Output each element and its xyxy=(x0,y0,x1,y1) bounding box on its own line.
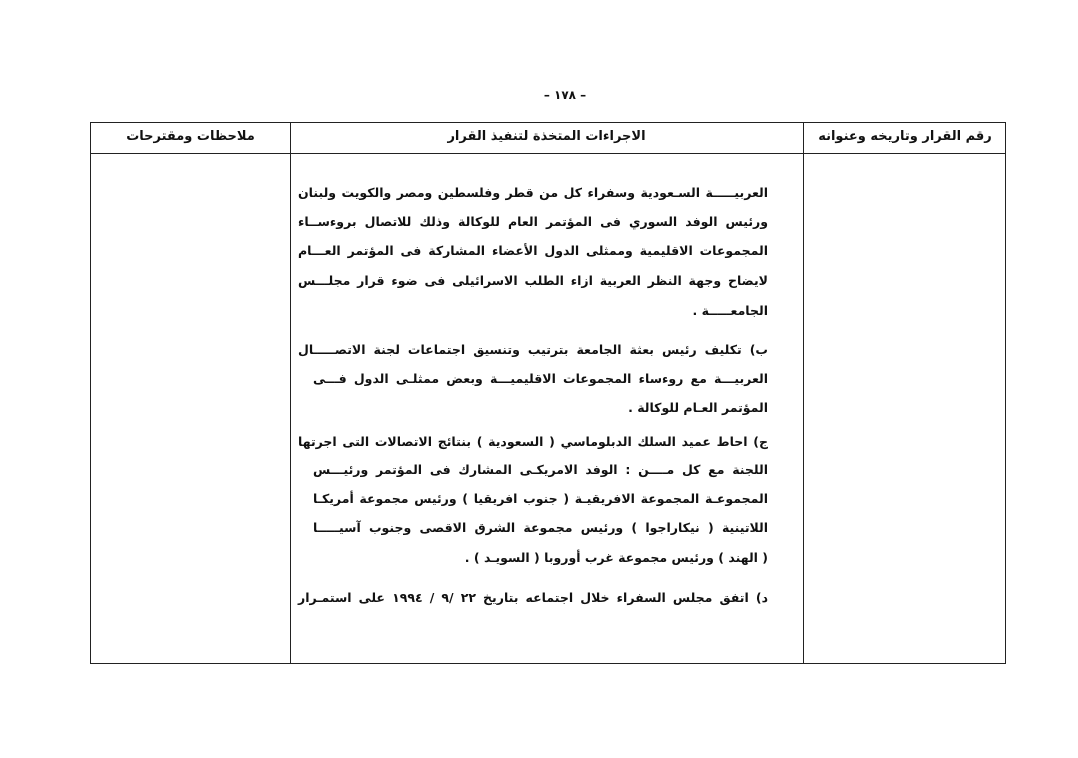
text-line: لايضاح وجهة النظر العربية ازاء الطلب الاسرائيلى فى ضوء قرار مجلـــس xyxy=(298,273,768,288)
column-divider xyxy=(803,123,804,663)
text-line: اللاتينية ( نيكاراجوا ) ورئيس مجموعة الشرق الاقصى وجنوب آسيـــــا xyxy=(313,520,768,535)
column-divider xyxy=(290,123,291,663)
text-line: د) اتفق مجلس السفراء خلال اجتماعه بتاريخ ٢٢ /٩ / ١٩٩٤ على استمـرار xyxy=(298,590,768,605)
text-line: العربيـــة مع روءساء المجموعات الاقليميـــة وبعض ممثلـى الدول فـــى xyxy=(313,371,768,386)
text-line: المجموعات الاقليمية وممثلى الدول الأعضاء المشاركة فى المؤتمر العـــام xyxy=(298,243,768,258)
page-number: – ١٧٨ – xyxy=(543,88,587,102)
header-notes: ملاحظات ومقترحات xyxy=(126,129,255,144)
text-line: المجموعـة المجموعة الافريقيـة ( جنوب افريقيا ) ورئيس مجموعة أمريكـا xyxy=(313,491,768,506)
text-line: ب) تكليف رئيس بعثة الجامعة بترتيب وتنسيق اجتماعات لجنة الاتصـــــال xyxy=(298,342,768,357)
text-line: الجامعـــــة . xyxy=(692,303,768,318)
header-divider xyxy=(91,153,1005,154)
text-line: العربيـــــة السـعودية وسفراء كل من قطر وفلسطين ومصر والكويت ولبنان xyxy=(298,185,768,200)
text-line: ج) احاط عميد السلك الدبلوماسي ( السعودية ) بنتائج الاتصالات التى اجرتها xyxy=(298,434,768,449)
decisions-table xyxy=(90,122,1006,664)
header-actions: الاجراءات المتخذة لتنفيذ القرار xyxy=(447,129,646,144)
text-line: اللجنة مع كل مــــن : الوفد الامريكـى المشارك فى المؤتمر ورئيـــس xyxy=(313,462,768,477)
header-decision: رقم القرار وتاريخه وعنوانه xyxy=(818,129,992,144)
text-line: ورئيس الوفد السوري فى المؤتمر العام للوكالة وذلك للاتصال بروءســاء xyxy=(298,214,768,229)
text-line: ( الهند ) ورئيس مجموعة غرب أوروبا ( السويـد ) . xyxy=(464,550,768,565)
text-line: المؤتمر العـام للوكالة . xyxy=(628,400,768,415)
